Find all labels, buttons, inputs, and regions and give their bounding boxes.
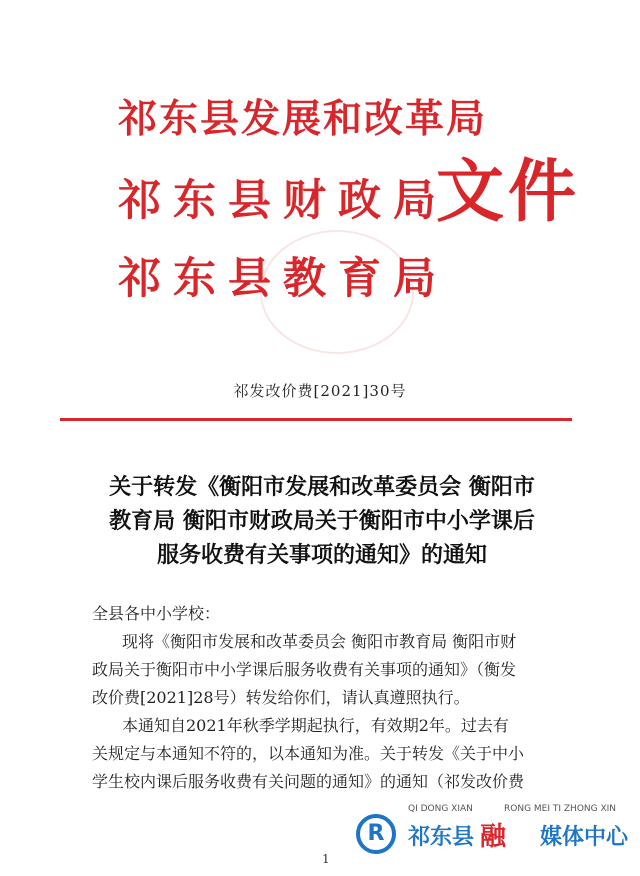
title-line: 教育局 衡阳市财政局关于衡阳市中小学课后	[109, 508, 535, 534]
paragraph-1	[92, 628, 592, 712]
salutation: 全县各中小学校：	[92, 604, 221, 623]
logo-media-center: 媒体中心	[540, 825, 629, 850]
registered-r-icon: R	[356, 814, 396, 854]
document-body	[92, 600, 592, 796]
logo-county-name: 祁东县	[408, 825, 475, 850]
media-center-logo	[328, 804, 632, 868]
body-line: 现将《衡阳市发展和改革委员会 衡阳市教育局 衡阳市财	[122, 632, 517, 651]
page-number: 1	[322, 852, 330, 866]
logo-pinyin-center: RONG MEI TI ZHONG XIN	[504, 804, 617, 814]
logo-rong-character: 融	[480, 822, 507, 852]
body-line: 改价费[2021]28号）转发给你们，请认真遵照执行。	[92, 688, 470, 707]
title-line: 关于转发《衡阳市发展和改革委员会 衡阳市	[109, 474, 535, 500]
issuer-development-reform-bureau: 祁东县发展和改革局	[118, 96, 488, 142]
logo-pinyin-county: QI DONG XIAN	[408, 804, 473, 814]
title-line: 服务收费有关事项的通知》的通知	[156, 542, 487, 568]
paragraph-2	[92, 712, 592, 796]
body-line: 关规定与本通知不符的，以本通知为准。关于转发《关于中小	[92, 744, 525, 763]
body-line: 政局关于衡阳市中小学课后服务收费有关事项的通知》（衡发	[92, 660, 517, 679]
issuer-finance-bureau: 祁东县财政局	[118, 176, 448, 226]
issuer-education-bureau: 祁东县教育局	[118, 254, 448, 304]
red-divider-line	[60, 418, 572, 421]
document-title	[72, 470, 572, 572]
document-number: 祁发改价费[2021]30号	[233, 382, 407, 400]
body-line: 本通知自2021年秋季学期起执行，有效期2年。过去有	[122, 716, 509, 735]
document-word: 文件	[436, 152, 581, 232]
body-line: 学生校内课后服务收费有关问题的通知》的通知（祁发改价费	[92, 772, 525, 791]
